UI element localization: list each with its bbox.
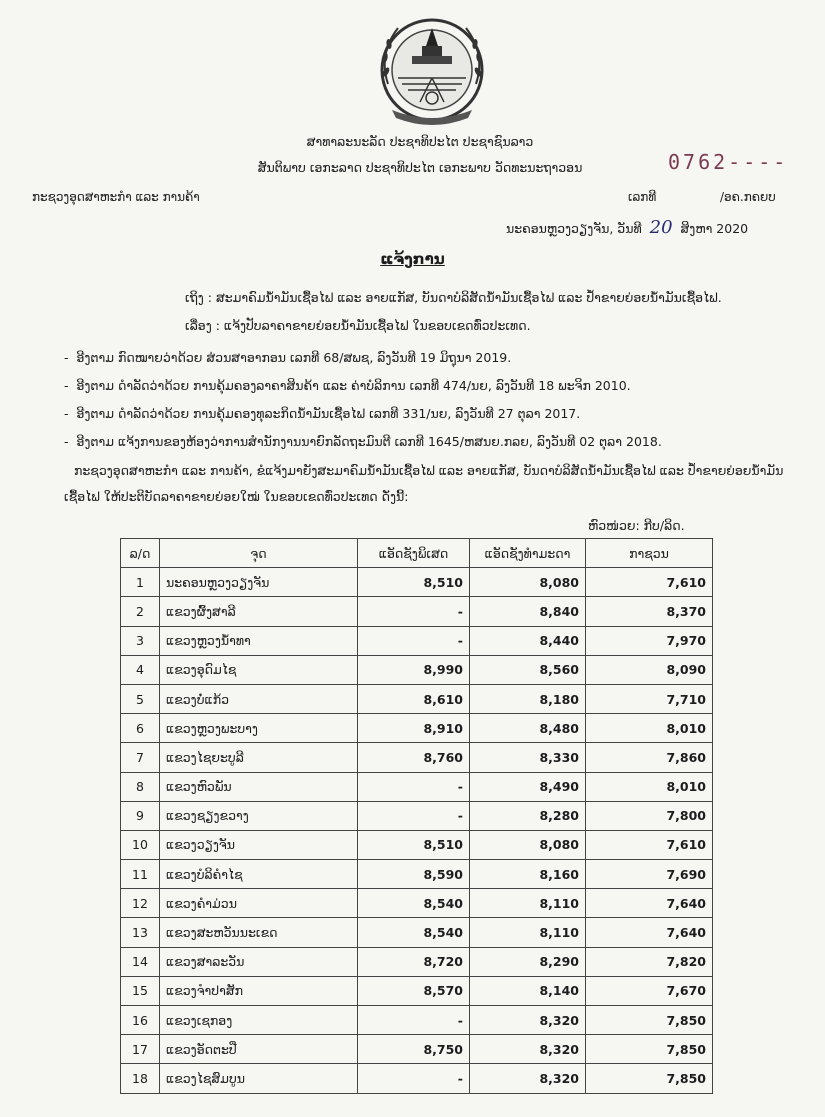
cell-location: ແຂວງຄຳມ່ວນ [160, 889, 358, 918]
cell-diesel: 7,970 [586, 626, 713, 655]
column-header-location: ຈຸດ [160, 539, 358, 568]
cell-premium-gasoline: - [358, 801, 470, 830]
notice-title [0, 250, 825, 268]
table-row [121, 801, 713, 830]
cell-number: 4 [121, 655, 160, 684]
cell-diesel: 7,850 [586, 1064, 713, 1093]
cell-location: ແຂວງບໍລິຄຳໄຊ [160, 860, 358, 889]
cell-premium-gasoline: 8,570 [358, 976, 470, 1005]
cell-premium-gasoline: - [358, 1064, 470, 1093]
body-paragraph: ກະຊວງອຸດສາຫະກຳ ແລະ ການຄ້າ, ຂໍແຈ້ງມາຍັງສະມາຄົມນ້ຳມັນເຊື້ອໄຟ ແລະ ອາຍແກັສ, ບັນດາບໍລິສັດນ້ຳມັນເຊື້ອໄຟ ແລະ ປ້ຳຂາຍຍ່ອຍນ້ຳມັນເຊື້ອໄຟ ໃຫ້ປະຕິບັດລາຄາຂາຍຍ່ອຍໃໝ່ ໃນຂອບເຂດທົ່ວປະເທດ ດັ່ງນີ້: [64, 463, 784, 504]
column-header-number: ລ/ດ [121, 539, 160, 568]
cell-premium-gasoline: - [358, 772, 470, 801]
table-row [121, 889, 713, 918]
cell-premium-gasoline: 8,720 [358, 947, 470, 976]
cell-location: ແຂວງຫຼວງນ້ຳທາ [160, 626, 358, 655]
cell-premium-gasoline: 8,540 [358, 918, 470, 947]
cell-location: ແຂວງໄຊສົມບູນ [160, 1064, 358, 1093]
cell-regular-gasoline: 8,080 [470, 568, 586, 597]
reference-item [64, 378, 631, 393]
reference-number-suffix: /ອຄ.ກຄຍບ [720, 190, 776, 204]
table-row [121, 684, 713, 713]
cell-location: ແຂວງອັດຕະປື [160, 1035, 358, 1064]
cell-diesel: 7,850 [586, 1006, 713, 1035]
cell-regular-gasoline: 8,180 [470, 684, 586, 713]
cell-regular-gasoline: 8,320 [470, 1006, 586, 1035]
reference-text: ອີງຕາມ ກົດໝາຍວ່າດ້ວຍ ສ່ວນສາອາກອນ ເລກທີ 68/ສພຊ, ລົງວັນທີ 19 ມິຖຸນາ 2019. [76, 350, 512, 365]
table-row [121, 743, 713, 772]
cell-diesel: 7,850 [586, 1035, 713, 1064]
cell-location: ແຂວງວຽງຈັນ [160, 830, 358, 859]
cell-diesel: 8,090 [586, 655, 713, 684]
cell-number: 13 [121, 918, 160, 947]
cell-diesel: 7,820 [586, 947, 713, 976]
cell-premium-gasoline: - [358, 597, 470, 626]
cell-number: 8 [121, 772, 160, 801]
cell-location: ແຂວງຫຼວງພະບາງ [160, 714, 358, 743]
column-header-premium-gasoline: ແອັດຊັງພິເສດ [358, 539, 470, 568]
table-row [121, 655, 713, 684]
month-year: ສິງຫາ 2020 [680, 221, 749, 236]
cell-regular-gasoline: 8,560 [470, 655, 586, 684]
cell-number: 14 [121, 947, 160, 976]
cell-diesel: 7,710 [586, 684, 713, 713]
cell-regular-gasoline: 8,320 [470, 1064, 586, 1093]
cell-premium-gasoline: 8,590 [358, 860, 470, 889]
cell-diesel: 7,800 [586, 801, 713, 830]
table-row [121, 1006, 713, 1035]
cell-regular-gasoline: 8,160 [470, 860, 586, 889]
cell-diesel: 8,010 [586, 772, 713, 801]
bullet-dash: - [64, 406, 69, 421]
subject-line: ເລື່ອງ : ແຈ້ງປັບລາຄາຂາຍຍ່ອຍນ້ຳມັນເຊື້ອໄຟ ໃນຂອບເຂດທົ່ວປະເທດ. [185, 318, 531, 333]
cell-location: ແຂວງເຊກອງ [160, 1006, 358, 1035]
reference-text: ອີງຕາມ ດຳລັດວ່າດ້ວຍ ການຄຸ້ມຄອງລາຄາສິນຄ້າ ແລະ ຄ່າບໍລິການ ເລກທີ 474/ນຍ, ລົງວັນທີ 18 ພະຈິກ 2010. [76, 378, 631, 393]
cell-diesel: 7,670 [586, 976, 713, 1005]
cell-location: ແຂວງຫົວພັນ [160, 772, 358, 801]
column-header-diesel: ກາຊວນ [586, 539, 713, 568]
cell-regular-gasoline: 8,290 [470, 947, 586, 976]
cell-number: 7 [121, 743, 160, 772]
cell-diesel: 7,640 [586, 918, 713, 947]
reference-item [64, 434, 662, 449]
cell-number: 5 [121, 684, 160, 713]
notice-title-text: ແຈ້ງການ [380, 250, 445, 268]
cell-premium-gasoline: - [358, 626, 470, 655]
cell-location: ແຂວງອຸດົມໄຊ [160, 655, 358, 684]
cell-location: ແຂວງສາລະວັນ [160, 947, 358, 976]
cell-regular-gasoline: 8,110 [470, 889, 586, 918]
cell-premium-gasoline: 8,510 [358, 568, 470, 597]
cell-location: ແຂວງໄຊຍະບູລີ [160, 743, 358, 772]
cell-premium-gasoline: 8,760 [358, 743, 470, 772]
cell-premium-gasoline: 8,990 [358, 655, 470, 684]
bullet-dash: - [64, 434, 69, 449]
cell-number: 10 [121, 830, 160, 859]
cell-premium-gasoline: 8,540 [358, 889, 470, 918]
cell-number: 1 [121, 568, 160, 597]
cell-location: ແຂວງຊຽງຂວາງ [160, 801, 358, 830]
place-and-date [506, 217, 748, 238]
cell-location: ແຂວງສະຫວັນນະເຂດ [160, 918, 358, 947]
document-number-stamp: 0762---- [668, 150, 789, 174]
reference-text: ອີງຕາມ ດຳລັດວ່າດ້ວຍ ການຄຸ້ມຄອງທຸລະກິດນ້ຳມັນເຊື້ອໄຟ ເລກທີ 331/ນຍ, ລົງວັນທີ 27 ຕຸລາ 2017. [76, 406, 581, 421]
cell-number: 3 [121, 626, 160, 655]
cell-number: 11 [121, 860, 160, 889]
cell-premium-gasoline: 8,910 [358, 714, 470, 743]
table-row [121, 597, 713, 626]
reference-item [64, 406, 580, 421]
bullet-dash: - [64, 378, 69, 393]
national-motto: ສັນຕິພາບ ເອກະລາດ ປະຊາທິປະໄຕ ເອກະພາບ ວັດທະນະຖາວອນ [257, 160, 583, 175]
cell-diesel: 7,640 [586, 889, 713, 918]
table-row [121, 772, 713, 801]
cell-diesel: 8,010 [586, 714, 713, 743]
handwritten-day: 20 [649, 217, 673, 238]
cell-diesel: 7,610 [586, 568, 713, 597]
cell-number: 16 [121, 1006, 160, 1035]
cell-regular-gasoline: 8,480 [470, 714, 586, 743]
cell-location: ນະຄອນຫຼວງວຽງຈັນ [160, 568, 358, 597]
cell-number: 2 [121, 597, 160, 626]
cell-number: 17 [121, 1035, 160, 1064]
table-row [121, 860, 713, 889]
table-row [121, 1064, 713, 1093]
table-row [121, 1035, 713, 1064]
table-header-row [121, 539, 713, 568]
cell-regular-gasoline: 8,330 [470, 743, 586, 772]
cell-diesel: 7,610 [586, 830, 713, 859]
cell-regular-gasoline: 8,280 [470, 801, 586, 830]
cell-premium-gasoline: - [358, 1006, 470, 1035]
bullet-dash: - [64, 350, 69, 365]
cell-regular-gasoline: 8,440 [470, 626, 586, 655]
table-row [121, 714, 713, 743]
issuing-ministry: ກະຊວງອຸດສາຫະກຳ ແລະ ການຄ້າ [32, 190, 200, 204]
national-emblem-icon [368, 14, 496, 126]
addressee-line: ເຖິງ : ສະມາຄົມນ້ຳມັນເຊື້ອໄຟ ແລະ ອາຍແກັສ, ບັນດາບໍລິສັດນ້ຳມັນເຊື້ອໄຟ ແລະ ປ້ຳຂາຍຍ່ອຍນ້ຳມັນເຊື້ອໄຟ. [185, 290, 722, 305]
cell-number: 18 [121, 1064, 160, 1093]
table-row [121, 947, 713, 976]
reference-number-label: ເລກທີ [628, 190, 657, 204]
table-row [121, 626, 713, 655]
cell-regular-gasoline: 8,110 [470, 918, 586, 947]
column-header-regular-gasoline: ແອັດຊັງທຳມະດາ [470, 539, 586, 568]
cell-premium-gasoline: 8,750 [358, 1035, 470, 1064]
table-row [121, 568, 713, 597]
cell-premium-gasoline: 8,510 [358, 830, 470, 859]
cell-number: 6 [121, 714, 160, 743]
republic-name: ສາທາລະນະລັດ ປະຊາທິປະໄຕ ປະຊາຊົນລາວ [306, 134, 534, 149]
table-body [121, 568, 713, 1093]
cell-regular-gasoline: 8,140 [470, 976, 586, 1005]
table-row [121, 830, 713, 859]
cell-number: 9 [121, 801, 160, 830]
reference-item [64, 350, 511, 365]
cell-regular-gasoline: 8,840 [470, 597, 586, 626]
cell-regular-gasoline: 8,320 [470, 1035, 586, 1064]
cell-regular-gasoline: 8,490 [470, 772, 586, 801]
cell-premium-gasoline: 8,610 [358, 684, 470, 713]
place-date-prefix: ນະຄອນຫຼວງວຽງຈັນ, ວັນທີ [506, 221, 642, 236]
cell-number: 12 [121, 889, 160, 918]
table-row [121, 918, 713, 947]
unit-label: ຫົວໜ່ວຍ: ກີບ/ລິດ. [588, 518, 685, 533]
table-row [121, 976, 713, 1005]
cell-location: ແຂວງບໍ່ແກ້ວ [160, 684, 358, 713]
cell-regular-gasoline: 8,080 [470, 830, 586, 859]
cell-diesel: 7,690 [586, 860, 713, 889]
cell-location: ແຂວງຈຳປາສັກ [160, 976, 358, 1005]
cell-location: ແຂວງຜົ້ງສາລີ [160, 597, 358, 626]
reference-text: ອີງຕາມ ແຈ້ງການຂອງຫ້ອງວ່າການສຳນັກງານນາຍົກລັດຖະມົນຕີ ເລກທີ 1645/ຫສນຍ.ກລຍ, ລົງວັນທີ 02 ຕຸລາ 2018. [76, 434, 662, 449]
fuel-price-table [120, 538, 713, 1094]
cell-number: 15 [121, 976, 160, 1005]
cell-diesel: 8,370 [586, 597, 713, 626]
cell-diesel: 7,860 [586, 743, 713, 772]
